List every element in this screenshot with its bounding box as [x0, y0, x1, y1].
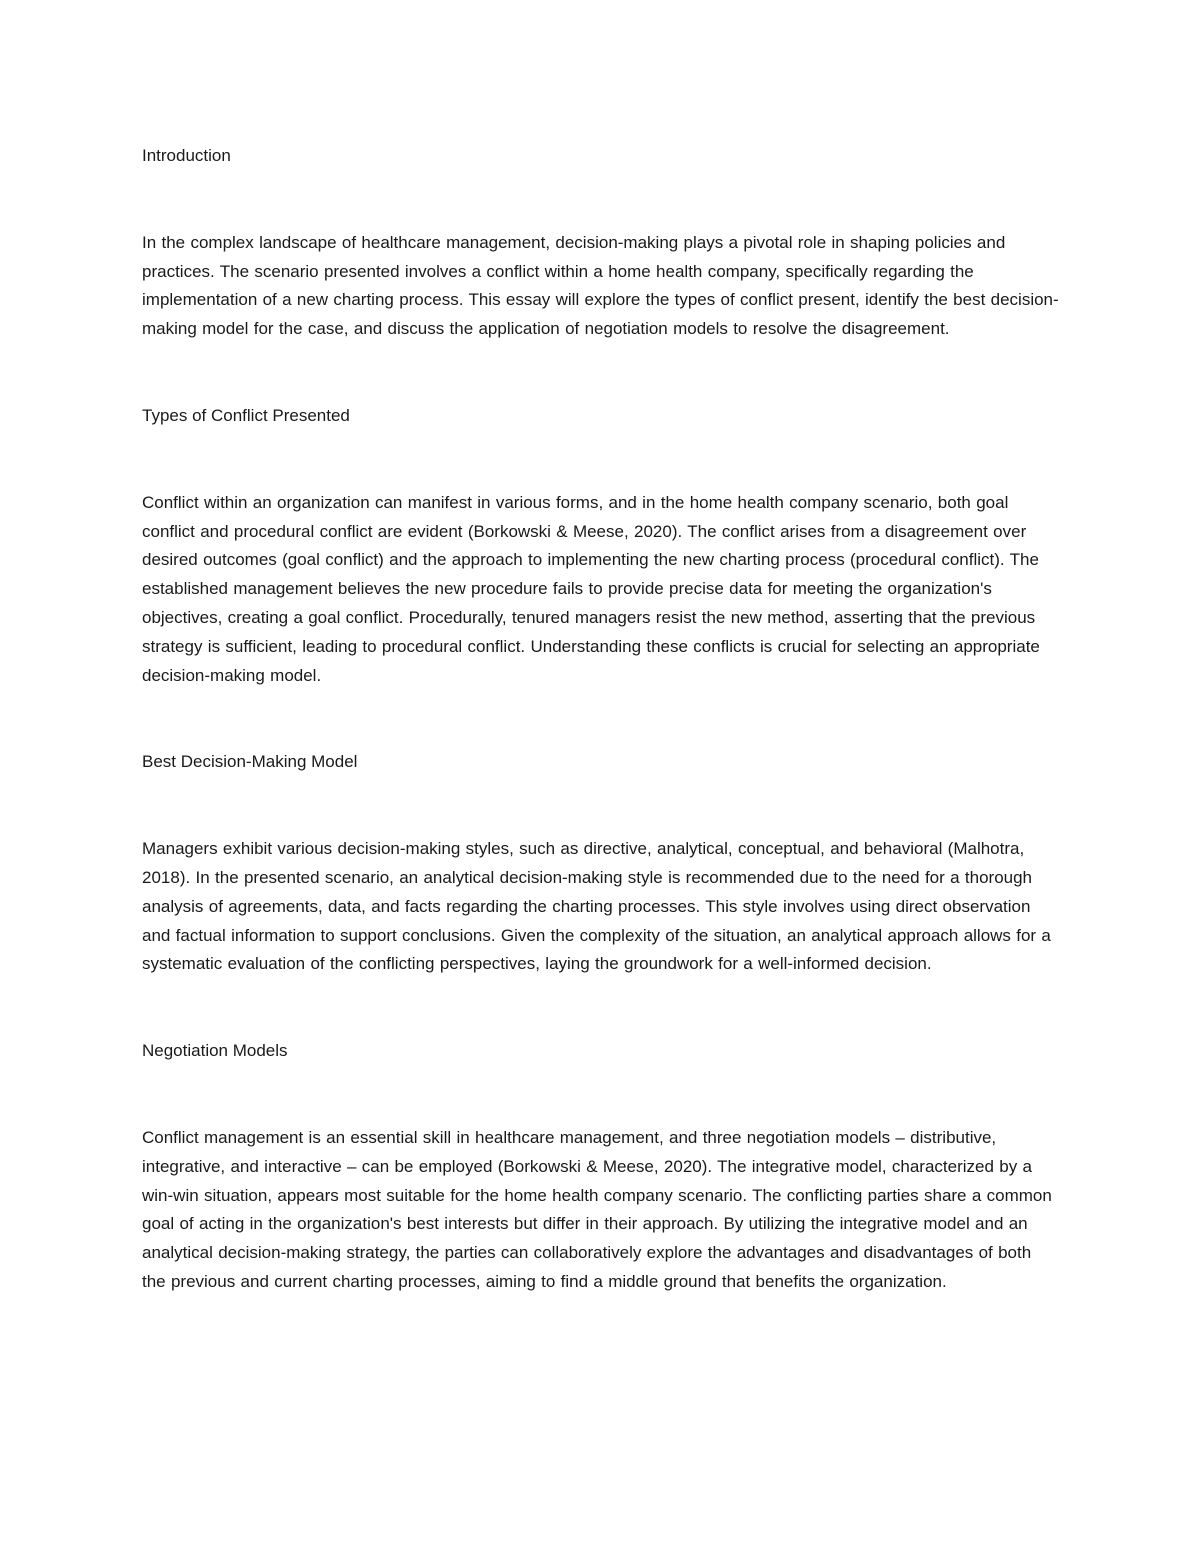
spacer — [142, 431, 1060, 489]
spacer — [142, 690, 1060, 748]
section-heading-introduction: Introduction — [142, 146, 231, 165]
section-paragraph-types-of-conflict: Conflict within an organization can manifest in various forms, and in the home health company scenario, both goal conflict and procedural conflict are evident (Borkowski & Meese, 2020). The conflict arises from a disagreement over desired outcomes (goal conflict) and the approach to implementing the new charting process (procedural conflict). The established management believes the new procedure fails to provide precise data for meeting the organization's objectives, creating a goal conflict. Procedurally, tenured managers resist the new method, asserting that the previous strategy is sufficient, leading to procedural conflict. Understanding these conflicts is crucial for selecting an appropriate decision-making model. — [142, 492, 1040, 685]
section-paragraph-introduction: In the complex landscape of healthcare management, decision-making plays a pivotal role in shaping policies and practices. The scenario presented involves a conflict within a home health company, specifically regarding the implementation of a new charting process. This essay will explore the types of conflict present, identify the best decision-making model for the case, and discuss the application of negotiation models to resolve the disagreement. — [142, 232, 1059, 339]
document-body — [142, 142, 1060, 1297]
section-heading-decision-making-model: Best Decision-Making Model — [142, 752, 358, 772]
spacer — [142, 1066, 1060, 1124]
section-paragraph-decision-making-model: Managers exhibit various decision-making styles, such as directive, analytical, conceptual, and behavioral (Malhotra, 2018). In the presented scenario, an analytical decision-making style is recommended due to the need for a thorough analysis of agreements, data, and facts regarding the charting processes. This style involves using direct observation and factual information to support conclusions. Given the complexity of the situation, an analytical approach allows for a systematic evaluation of the conflicting perspectives, laying the groundwork for a well-informed decision. — [142, 839, 1051, 974]
spacer — [142, 979, 1060, 1037]
spacer — [142, 344, 1060, 402]
section-heading-types-of-conflict: Types of Conflict Presented — [142, 405, 350, 425]
section-heading-negotiation-models: Negotiation Models — [142, 1041, 288, 1061]
section-paragraph-negotiation-models: Conflict management is an essential skill in healthcare management, and three negotiation models – distributive, integrative, and interactive – can be employed (Borkowski & Meese, 2020). The integrative model, characterized by a win-win situation, appears most suitable for the home health company scenario. The conflicting parties share a common goal of acting in the organization's best interests but differ in their approach. By utilizing the integrative model and an analytical decision-making strategy, the parties can collaboratively explore the advantages and disadvantages of both the previous and current charting processes, aiming to find a middle ground that benefits the organization. — [142, 1127, 1052, 1291]
spacer — [142, 171, 1060, 229]
spacer — [142, 777, 1060, 835]
